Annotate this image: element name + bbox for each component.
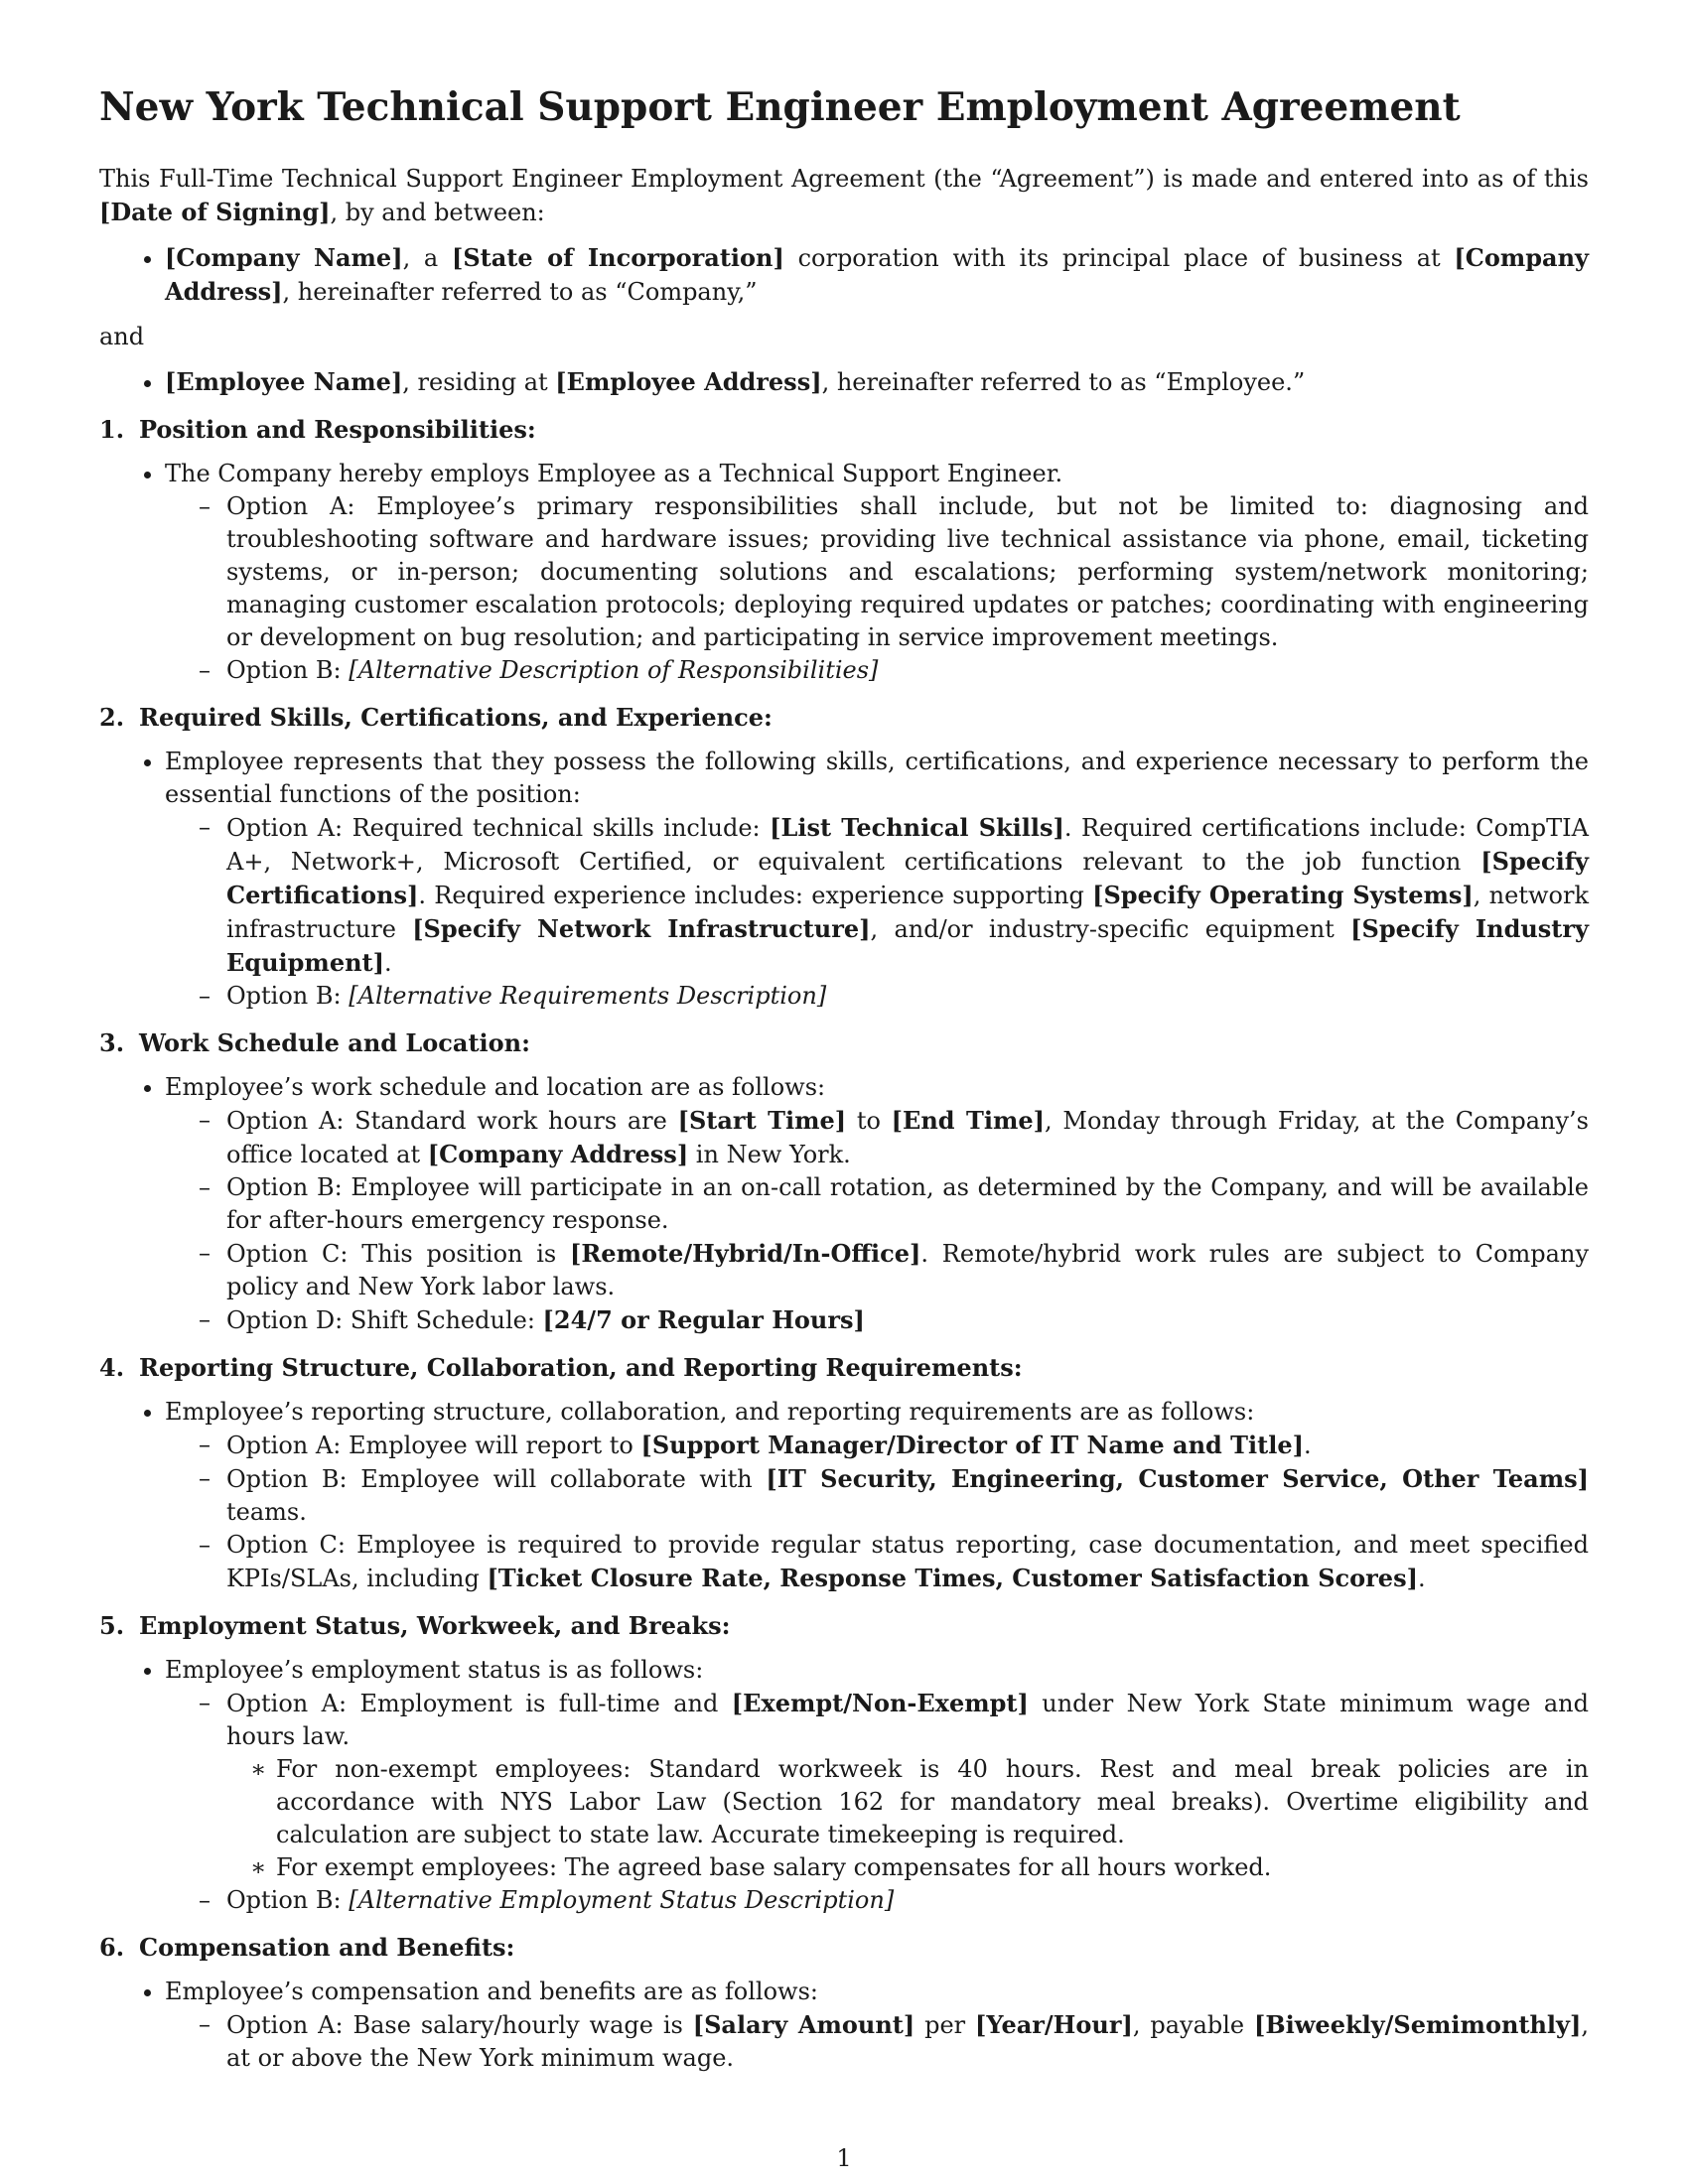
section-2-bullet: • Employee represents that they possess the following skills, certifications, and experience necessary to perform the essential functions of the position: – Option A: Required technical skills include: [List Technical Skills]. Required certifications include: CompTIA A+, Network+, Microsoft Certified, or equivalent certifications relevant to the job function [Specify Certifications]. Required experience includes: experience supporting [Specify Operating Systems], network infrastructure [Specify Network Infrastructure], and/or industry-specific equipment [Specify Industry Equipment]. – Option B: [Alternative Requirements Description] [165, 746, 1589, 1013]
date-field: [Date of Signing] [99, 197, 331, 226]
section-heading-4: 4. Reporting Structure, Collaboration, and Reporting Requirements: [99, 1352, 1023, 1382]
employee-party: • [Employee Name], residing at [Employee Address], hereinafter referred to as “Employee.” [165, 365, 1589, 399]
section-3-option-d: – Option D: Shift Schedule: [24/7 or Regular Hours] [226, 1303, 1589, 1337]
section-5-sub-non-exempt: ∗ For non-exempt employees: Standard workweek is 40 hours. Rest and meal break policies are in accordance with NYS Labor Law (Section 162 for mandatory meal breaks). Overtime eligibility and calculation are subject to state law. Accurate timekeeping is required. [276, 1753, 1589, 1851]
section-1-body [99, 458, 1589, 687]
section-6-option-a: – Option A: Base salary/hourly wage is [Salary Amount] per [Year/Hour], payable [Biweekly/Semimonthly], at or above the New York minimum wage. [226, 2008, 1589, 2075]
section-3-option-a: – Option A: Standard work hours are [Start Time] to [End Time], Monday through Friday, at the Company’s office located at [Company Address] in New York. [226, 1104, 1589, 1171]
section-3-option-b: – Option B: Employee will participate in an on-call rotation, as determined by the Company, and will be available for after-hours emergency response. [226, 1171, 1589, 1237]
section-5-sub-exempt: ∗ For exempt employees: The agreed base salary compensates for all hours worked. [276, 1851, 1589, 1884]
company-party-list [99, 241, 1589, 309]
and-text: and [99, 322, 145, 350]
section-6-body [99, 1976, 1589, 2075]
section-heading-5: 5. Employment Status, Workweek, and Breaks: [99, 1610, 731, 1640]
section-4-option-b: – Option B: Employee will collaborate with [IT Security, Engineering, Customer Service, Other Teams] teams. [226, 1462, 1589, 1529]
section-2-body [99, 746, 1589, 1013]
page-number: 1 [836, 2144, 852, 2172]
section-1-option-a: – Option A: Employee’s primary responsibilities shall include, but not be limited to: diagnosing and troubleshooting software and hardware issues; providing live technical assistance via phone, email, ticketing systems, or in-person; documenting solutions and escalations; performing system/network monitoring; managing customer escalation protocols; deploying required updates or patches; coordinating with engineering or development on bug resolution; and participating in service improvement meetings. [226, 490, 1589, 654]
document-title: New York Technical Support Engineer Employment Agreement [99, 84, 1461, 130]
intro-paragraph: This Full-Time Technical Support Engineer Employment Agreement (the “Agreement”) is made and entered into as of this [Date of Signing], by and between: [99, 164, 1589, 226]
section-2-option-a: – Option A: Required technical skills include: [List Technical Skills]. Required certifications include: CompTIA A+, Network+, Microsoft Certified, or equivalent certifications relevant to the job function [Specify Certifications]. Required experience includes: experience supporting [Specify Operating Systems], network infrastructure [Specify Network Infrastructure], and/or industry-specific equipment [Specify Industry Equipment]. [226, 811, 1589, 980]
section-4-bullet: • Employee’s reporting structure, collaboration, and reporting requirements are as follows: – Option A: Employee will report to [Support Manager/Director of IT Name and Title]. – Option B: Employee will collaborate with [IT Security, Engineering, Customer Service, Other Teams] teams. – Option C: Employee is required to provide regular status reporting, case documentation, and meet specified KPIs/SLAs, including [Ticket Closure Rate, Response Times, Customer Satisfaction Scores]. [165, 1396, 1589, 1595]
section-5-bullet: • Employee’s employment status is as follows: – Option A: Employment is full-time and [Exempt/Non-Exempt] under New York State minimum wage and hours law. ∗ For non-exempt employees: Standard workweek is 40 hours. Rest and meal break policies are in accordance with NYS Labor Law (Section 162 for mandatory meal breaks). Overtime eligibility and calculation are subject to state law. Accurate timekeeping is required. ∗ For exempt employees: The agreed base salary compensates for all hours worked. – Option B: [Alternative Employment Status Description] [165, 1654, 1589, 1917]
section-heading-2: 2. Required Skills, Certifications, and Experience: [99, 702, 773, 732]
section-1-option-b: – Option B: [Alternative Description of Responsibilities] [226, 654, 1589, 687]
section-4-body [99, 1396, 1589, 1595]
section-heading-3: 3. Work Schedule and Location: [99, 1027, 530, 1057]
section-6-bullet: • Employee’s compensation and benefits are as follows: – Option A: Base salary/hourly wage is [Salary Amount] per [Year/Hour], payable [Biweekly/Semimonthly], at or above the New York minimum wage. [165, 1976, 1589, 2075]
section-3-bullet: • Employee’s work schedule and location are as follows: – Option A: Standard work hours are [Start Time] to [End Time], Monday through Friday, at the Company’s office located at [Company Address] in New York. – Option B: Employee will participate in an on-call rotation, as determined by the Company, and will be available for after-hours emergency response. – Option C: This position is [Remote/Hybrid/In-Office]. Remote/hybrid work rules are subject to Company policy and New York labor laws. – Option D: Shift Schedule: [24/7 or Regular Hours] [165, 1071, 1589, 1337]
company-party: • [Company Name], a [State of Incorporation] corporation with its principal place of business at [Company Address], hereinafter referred to as “Company,” [165, 241, 1589, 309]
section-2-option-b: – Option B: [Alternative Requirements Description] [226, 980, 1589, 1013]
document-page [99, 84, 1589, 2087]
section-5-option-a: – Option A: Employment is full-time and [Exempt/Non-Exempt] under New York State minimum wage and hours law. ∗ For non-exempt employees: Standard workweek is 40 hours. Rest and meal break policies are in accordance with NYS Labor Law (Section 162 for mandatory meal breaks). Overtime eligibility and calculation are subject to state law. Accurate timekeeping is required. ∗ For exempt employees: The agreed base salary compensates for all hours worked. [226, 1687, 1589, 1884]
section-heading-6: 6. Compensation and Benefits: [99, 1932, 515, 1962]
employee-party-list [99, 365, 1589, 399]
section-3-option-c: – Option C: This position is [Remote/Hybrid/In-Office]. Remote/hybrid work rules are subject to Company policy and New York labor laws. [226, 1237, 1589, 1303]
section-5-body [99, 1654, 1589, 1917]
section-1-bullet: • The Company hereby employs Employee as a Technical Support Engineer. – Option A: Employee’s primary responsibilities shall include, but not be limited to: diagnosing and troubleshooting software and hardware issues; providing live technical assistance via phone, email, ticketing systems, or in-person; documenting solutions and escalations; performing system/network monitoring; managing customer escalation protocols; deploying required updates or patches; coordinating with engineering or development on bug resolution; and participating in service improvement meetings. – Option B: [Alternative Description of Responsibilities] [165, 458, 1589, 687]
section-4-option-a: – Option A: Employee will report to [Support Manager/Director of IT Name and Title]. [226, 1429, 1589, 1462]
section-4-option-c: – Option C: Employee is required to provide regular status reporting, case documentation, and meet specified KPIs/SLAs, including [Ticket Closure Rate, Response Times, Customer Satisfaction Scores]. [226, 1529, 1589, 1595]
section-3-body [99, 1071, 1589, 1337]
section-5-option-b: – Option B: [Alternative Employment Status Description] [226, 1884, 1589, 1917]
section-heading-1: 1. Position and Responsibilities: [99, 414, 536, 444]
